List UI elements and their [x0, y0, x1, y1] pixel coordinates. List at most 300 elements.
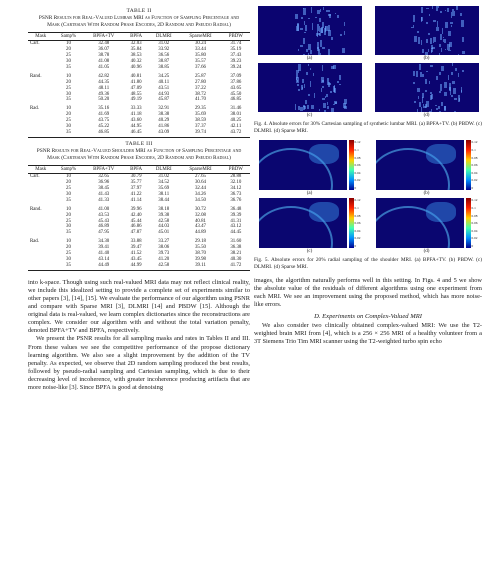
- table-cell: 43.47: [194, 224, 206, 230]
- table-cell: 37.66: [194, 64, 206, 70]
- colorbar-tick: 0.12: [354, 198, 361, 203]
- table-cell: 38.18: [158, 206, 170, 212]
- table-cell: 20: [66, 180, 71, 186]
- table3-caption: PSNR Results for Real-Valued Shoulder MRI as Function of Sampling Percentage and Mask (Cartesian With Random Phase Encodes, 2D Random and Pseudo Radial): [36, 147, 242, 162]
- table-cell: 34.12: [230, 186, 242, 192]
- mask-cell: Rad.: [30, 106, 40, 112]
- error-speck: [441, 102, 443, 107]
- fig5-panel-c: [254, 198, 365, 255]
- error-speck: [303, 38, 304, 43]
- table-cell: 38.38: [158, 112, 170, 118]
- table-cell: 34.52: [158, 180, 170, 186]
- error-speck: [318, 53, 321, 55]
- panel-label: (d): [423, 113, 430, 118]
- table-row: [28, 103, 250, 112]
- error-speck: [323, 103, 325, 108]
- table-cell: 39.38: [158, 212, 170, 218]
- mask-cell: [28, 130, 53, 137]
- table-cell: 41.80: [130, 79, 142, 85]
- error-speck: [413, 15, 416, 22]
- error-speck: [300, 45, 303, 48]
- colorbar-tick: 0: [354, 185, 357, 190]
- error-speck: [455, 68, 457, 71]
- table-cell: 38.45: [98, 186, 110, 192]
- colorbar-ticks: [472, 140, 478, 190]
- table-cell: 40.29: [158, 118, 170, 124]
- table-cell: 40.96: [130, 64, 142, 70]
- error-speck: [433, 20, 436, 21]
- column-header: DLMRI: [148, 33, 179, 41]
- mask-cell: Cart.: [30, 174, 40, 180]
- column-header: BPFA+TV: [84, 166, 124, 174]
- table-cell: 25: [66, 53, 71, 59]
- table-cell: 46.45: [124, 130, 148, 137]
- error-speck: [413, 82, 416, 84]
- table-cell: 38.70: [194, 251, 206, 257]
- table-cell: 35.69: [158, 186, 170, 192]
- mask-cell: Rand.: [30, 206, 42, 212]
- table-cell: 35: [53, 130, 83, 137]
- error-speck: [298, 64, 301, 71]
- table-cell: 31.60: [230, 239, 242, 245]
- table-row: [28, 236, 250, 245]
- table-cell: 36.96: [98, 180, 110, 186]
- table-cell: 46.86: [130, 224, 142, 230]
- table-cell: 39.39: [230, 212, 242, 218]
- table-cell: 43.72: [222, 130, 250, 137]
- error-speck: [322, 47, 325, 49]
- table-cell: 35.19: [230, 47, 242, 53]
- error-speck: [310, 68, 311, 69]
- table-cell: 31.74: [230, 41, 242, 47]
- error-map-image: [259, 198, 347, 248]
- table-cell: 33.33: [130, 106, 142, 112]
- colorbar-tick: 0.12: [354, 140, 361, 145]
- error-speck: [298, 49, 299, 50]
- table3-grid: [28, 165, 250, 271]
- fig5-panel-d: [371, 198, 482, 255]
- table-cell: 25: [66, 85, 71, 91]
- colorbar-ticks: [472, 198, 478, 248]
- table-cell: 42.58: [158, 218, 170, 224]
- table-cell: 36.07: [98, 47, 110, 53]
- table-cell: 39.98: [194, 257, 206, 262]
- table-cell: 29.18: [194, 239, 206, 245]
- table-cell: 36.38: [230, 245, 242, 251]
- error-blob: [309, 144, 339, 164]
- table-cell: 10: [66, 206, 71, 212]
- table-cell: 31.02: [158, 174, 170, 180]
- error-speck: [449, 42, 452, 47]
- error-speck: [432, 6, 433, 8]
- table-cell: 10: [66, 73, 71, 79]
- table-cell: 46.89: [98, 224, 110, 230]
- error-speck: [436, 27, 439, 32]
- error-speck: [323, 7, 325, 10]
- fig4-panel-d: [371, 63, 482, 119]
- error-speck: [417, 31, 419, 33]
- error-speck: [429, 14, 430, 16]
- colorbar-tick: 0.1: [471, 206, 476, 210]
- table-cell: 28.88: [230, 174, 242, 180]
- table-cell: 41.43: [98, 191, 110, 197]
- error-speck: [418, 96, 419, 99]
- error-speck: [328, 49, 329, 55]
- table-cell: 48.11: [98, 85, 110, 91]
- fig4-panel-b: [371, 6, 482, 62]
- error-speck: [312, 23, 313, 30]
- table-cell: 41.00: [98, 206, 110, 212]
- colorbar-tick: 0.02: [354, 236, 361, 241]
- colorbar-ticks: [355, 198, 361, 248]
- table-cell: 35.50: [194, 245, 206, 251]
- error-speck: [340, 34, 341, 36]
- error-speck: [444, 92, 447, 96]
- error-speck: [333, 104, 335, 105]
- table-cell: 44.45: [230, 230, 242, 236]
- error-speck: [414, 101, 416, 103]
- error-speck: [322, 55, 324, 56]
- error-map-image: [376, 140, 464, 190]
- table-cell: 36.76: [230, 197, 242, 203]
- table-cell: 45.22: [98, 124, 110, 130]
- table-cell: 35.84: [130, 47, 142, 53]
- error-speck: [444, 82, 447, 89]
- error-speck: [326, 94, 328, 97]
- fig4-panel-c: [254, 63, 365, 119]
- error-speck: [301, 85, 303, 89]
- error-speck: [318, 49, 320, 53]
- table-cell: 41.20: [158, 257, 170, 262]
- error-speck: [425, 90, 426, 92]
- table-cell: 43.60: [130, 118, 142, 124]
- column-header: BPFA+TV: [84, 33, 124, 41]
- error-speck: [414, 36, 417, 43]
- table-cell: 35.69: [194, 112, 206, 118]
- error-speck: [426, 22, 428, 24]
- table-cell: 41.14: [130, 197, 142, 203]
- table-cell: 41.05: [98, 64, 110, 70]
- error-speck: [430, 95, 432, 100]
- table-cell: 46.85: [84, 130, 124, 137]
- table-cell: 10: [66, 106, 71, 112]
- error-speck: [313, 73, 314, 76]
- error-speck: [436, 6, 439, 11]
- error-speck: [304, 32, 306, 33]
- column-header: BPFA: [124, 33, 148, 41]
- error-speck: [436, 108, 437, 109]
- fig4-caption: Fig. 4. Absolute errors for 30% Cartesian sampling of synthetic lumbar MRI. (a) BPFA+TV. (b) PBDW. (c) DLMRI. (d) Sparse MRI.: [254, 121, 482, 134]
- error-speck: [343, 103, 346, 108]
- table-cell: 35: [66, 197, 71, 203]
- error-speck: [327, 102, 328, 105]
- error-speck: [439, 44, 441, 48]
- error-speck: [297, 84, 299, 86]
- error-speck: [308, 18, 310, 20]
- body-paragraph-4: We also consider two clinically obtained complex-valued MRI: We use the T2-weighted brain MRI from [4], which is a 256 × 256 MRI of a healthy volunteer from a 3T Siemens Trio Tim MRI scanner using the T2-weighted turbo spin echo: [254, 322, 482, 346]
- table-cell: 37.37: [194, 124, 206, 130]
- error-map-image: [258, 6, 362, 55]
- table-cell: 35: [66, 64, 71, 70]
- table-cell: 38.78: [98, 53, 110, 59]
- colorbar-tick: 0.02: [471, 236, 478, 241]
- error-speck: [305, 100, 306, 104]
- table-cell: 43.45: [130, 257, 142, 262]
- table-cell: 34.25: [158, 73, 170, 79]
- error-speck: [297, 80, 299, 82]
- colorbar-tick: 0.06: [471, 221, 478, 226]
- error-speck: [417, 88, 420, 92]
- table-cell: 25: [66, 118, 71, 124]
- error-speck: [419, 64, 421, 71]
- table-cell: 31.02: [158, 41, 170, 47]
- mask-cell: Cart.: [30, 41, 40, 47]
- table-cell: 46.85: [230, 97, 242, 103]
- table-cell: 30: [66, 91, 71, 97]
- error-speck: [450, 22, 453, 24]
- error-speck: [310, 81, 311, 88]
- table3-number: TABLE III: [125, 140, 153, 147]
- colorbar: [466, 140, 471, 190]
- table-cell: 44.35: [98, 79, 110, 85]
- table-cell: 34.26: [194, 191, 206, 197]
- error-speck: [462, 51, 465, 54]
- error-speck: [335, 13, 336, 14]
- error-speck: [416, 71, 418, 77]
- table-cell: 35.77: [130, 180, 142, 186]
- error-speck: [303, 54, 305, 55]
- column-header: Samp%: [53, 33, 83, 41]
- error-speck: [413, 25, 414, 28]
- error-speck: [303, 8, 306, 15]
- error-speck: [456, 6, 458, 10]
- colorbar: [466, 198, 471, 248]
- error-speck: [449, 87, 451, 91]
- error-speck: [308, 64, 310, 66]
- error-speck: [461, 20, 464, 27]
- colorbar-tick: 0.08: [354, 213, 361, 218]
- error-speck: [443, 39, 445, 42]
- error-speck: [422, 74, 424, 77]
- error-speck: [430, 38, 432, 44]
- table-cell: 20: [66, 47, 71, 53]
- table-row: [28, 204, 250, 213]
- table-cell: 39.96: [130, 206, 142, 212]
- error-speck: [331, 66, 333, 69]
- error-speck: [329, 83, 331, 85]
- error-speck: [447, 8, 448, 12]
- error-speck: [428, 49, 430, 52]
- table-cell: 41.08: [98, 59, 110, 65]
- error-speck: [339, 75, 341, 80]
- error-speck: [304, 84, 305, 89]
- error-speck: [451, 72, 453, 75]
- table-cell: 47.09: [130, 85, 142, 91]
- table-cell: 41.69: [98, 112, 110, 118]
- colorbar-tick: 0.1: [471, 148, 476, 152]
- table-cell: 37.43: [230, 53, 242, 59]
- table-cell: 48.55: [130, 91, 142, 97]
- error-speck: [314, 93, 315, 98]
- error-speck: [322, 86, 324, 88]
- error-speck: [337, 15, 339, 19]
- error-speck: [308, 44, 311, 51]
- table-cell: 30: [66, 191, 71, 197]
- error-speck: [339, 84, 342, 85]
- error-speck: [442, 28, 443, 35]
- error-speck: [431, 50, 432, 53]
- table-cell: 41.33: [98, 197, 110, 203]
- error-speck: [344, 22, 346, 26]
- error-speck: [321, 88, 322, 92]
- error-speck: [305, 25, 307, 30]
- table-cell: 44.03: [158, 224, 170, 230]
- colorbar-tick: 0.04: [354, 228, 361, 233]
- table-cell: 32.08: [194, 212, 206, 218]
- error-speck: [310, 50, 312, 53]
- table-cell: 41.72: [222, 263, 250, 270]
- error-speck: [331, 37, 333, 40]
- error-map-image: [375, 63, 479, 112]
- error-speck: [458, 54, 459, 55]
- error-speck: [308, 94, 310, 96]
- error-speck: [451, 25, 452, 26]
- table2-caption: PSNR Results for Real-Valued Lumbar MRI as Function of Sampling Percentage and Mask (Cartesian With Random Phase Encodes, 2D Random and Pseudo Radial): [38, 15, 240, 29]
- table-cell: 43.51: [158, 85, 170, 91]
- error-speck: [433, 37, 434, 44]
- error-speck: [308, 53, 309, 55]
- error-speck: [445, 22, 447, 28]
- error-speck: [300, 107, 303, 112]
- error-speck: [452, 63, 454, 66]
- right-column: [254, 6, 482, 346]
- error-speck: [300, 28, 303, 30]
- table-cell: 20: [66, 212, 71, 218]
- column-header: PBDW: [222, 166, 250, 174]
- table-cell: 25.87: [194, 73, 206, 79]
- table-cell: 30.64: [194, 180, 206, 186]
- panel-label: (c): [306, 249, 313, 255]
- table-cell: 38.87: [158, 59, 170, 65]
- table-cell: 25: [66, 251, 71, 257]
- table-cell: 30: [66, 224, 71, 230]
- table-cell: 30: [66, 59, 71, 65]
- table-cell: 39.47: [130, 245, 142, 251]
- table-cell: 27.80: [194, 79, 206, 85]
- error-speck: [315, 17, 317, 18]
- error-speck: [445, 49, 447, 51]
- table-cell: 39.24: [230, 64, 242, 70]
- error-speck: [440, 84, 442, 90]
- table-cell: 37.09: [230, 73, 242, 79]
- error-speck: [439, 72, 440, 76]
- table3: [28, 141, 250, 271]
- table-cell: 40.25: [230, 118, 242, 124]
- table-cell: 35.57: [194, 59, 206, 65]
- error-speck: [421, 7, 423, 13]
- table-cell: 36.48: [230, 206, 242, 212]
- error-speck: [438, 106, 439, 108]
- table-cell: 40.81: [130, 73, 142, 79]
- error-speck: [295, 104, 296, 110]
- table-cell: 50.20: [98, 97, 110, 103]
- error-blob: [426, 202, 456, 222]
- table-cell: 20: [66, 245, 71, 251]
- body-paragraph-1: into k-space. Though using such real-valued MRI data may not reflect clinical reality, we include this idealized setting to provide a complete set of experiments similar to other papers [3], [14], [15]. We evaluate the performance of our algorithm using PSNR and compare with Sparse MRI [3], DLMRI [14] and PBDW [15]. Although the original data is real-valued, we learn complex dictionaries since the reconstructions are complex. We consider our algorithm with and without the total variation penalty, denoted BPFA+TV and BPFA, respectively.: [28, 278, 250, 335]
- error-blob: [426, 144, 456, 164]
- error-speck: [311, 105, 314, 109]
- table-cell: 42.11: [230, 124, 242, 130]
- table-cell: 39.41: [98, 245, 110, 251]
- error-speck: [444, 106, 446, 111]
- mask-cell: Rad.: [30, 239, 40, 245]
- table-cell: 32.10: [230, 180, 242, 186]
- table-cell: 32.48: [98, 41, 110, 47]
- table-cell: 47.95: [98, 230, 110, 236]
- table-cell: 49.19: [130, 97, 142, 103]
- panel-label: (b): [423, 191, 430, 197]
- mask-cell: [28, 263, 53, 270]
- error-speck: [344, 31, 345, 34]
- error-speck: [420, 72, 422, 77]
- error-speck: [328, 14, 330, 16]
- body-paragraph-2: We present the PSNR results for all sampling masks and rates in Tables II and III. From these values we see the competitive performance of the propose dictionary learning algorithm. We also see a slight improvement by the addition of the TV penalty. As expected, we observe that 2D random sampling produced the best results, followed by pseudo-radial sampling and Cartesian sampling, which is due to their decreasing level of incoherence, with greater incoherence producing artifacts that are more noise-like [3]. Since BPFA is good at denoising: [28, 335, 250, 392]
- error-speck: [333, 86, 335, 92]
- error-speck: [317, 24, 319, 30]
- error-speck: [428, 33, 430, 36]
- colorbar-tick: 0.04: [471, 170, 478, 175]
- table2-grid: [28, 32, 250, 138]
- panel-label: (b): [423, 56, 430, 61]
- table-cell: 30.72: [194, 206, 206, 212]
- error-speck: [318, 33, 321, 35]
- fig4-panel-a: [254, 6, 365, 62]
- error-speck: [303, 8, 304, 9]
- table-cell: 35.80: [194, 53, 206, 59]
- colorbar-tick: 0.06: [354, 163, 361, 168]
- table-cell: 38.11: [158, 191, 170, 197]
- error-map-image: [375, 6, 479, 55]
- table-cell: 34.50: [194, 197, 206, 203]
- error-speck: [319, 109, 321, 111]
- error-speck: [453, 88, 456, 94]
- panel-label: (a): [306, 56, 313, 61]
- colorbar: [349, 140, 354, 190]
- table-cell: 42.58: [148, 263, 179, 270]
- error-speck: [298, 89, 299, 91]
- table-cell: 32.65: [98, 174, 110, 180]
- table-cell: 30.24: [194, 41, 206, 47]
- error-speck: [331, 108, 334, 112]
- table-cell: 36.73: [230, 191, 242, 197]
- table-cell: 30: [66, 257, 71, 262]
- colorbar-tick: 0.12: [471, 140, 478, 145]
- table-cell: 45.87: [158, 97, 170, 103]
- table-cell: 38.85: [158, 64, 170, 70]
- error-speck: [334, 101, 337, 104]
- error-speck: [426, 71, 428, 72]
- error-blob: [309, 202, 339, 222]
- table-cell: 35: [66, 97, 71, 103]
- table-cell: 20: [66, 79, 71, 85]
- table-cell: 47.87: [130, 230, 142, 236]
- table-cell: 37.97: [130, 186, 142, 192]
- error-speck: [439, 91, 441, 93]
- table-cell: 40.11: [158, 79, 170, 85]
- error-speck: [426, 8, 428, 9]
- table-cell: 44.49: [84, 263, 124, 270]
- table-cell: 45.01: [158, 230, 170, 236]
